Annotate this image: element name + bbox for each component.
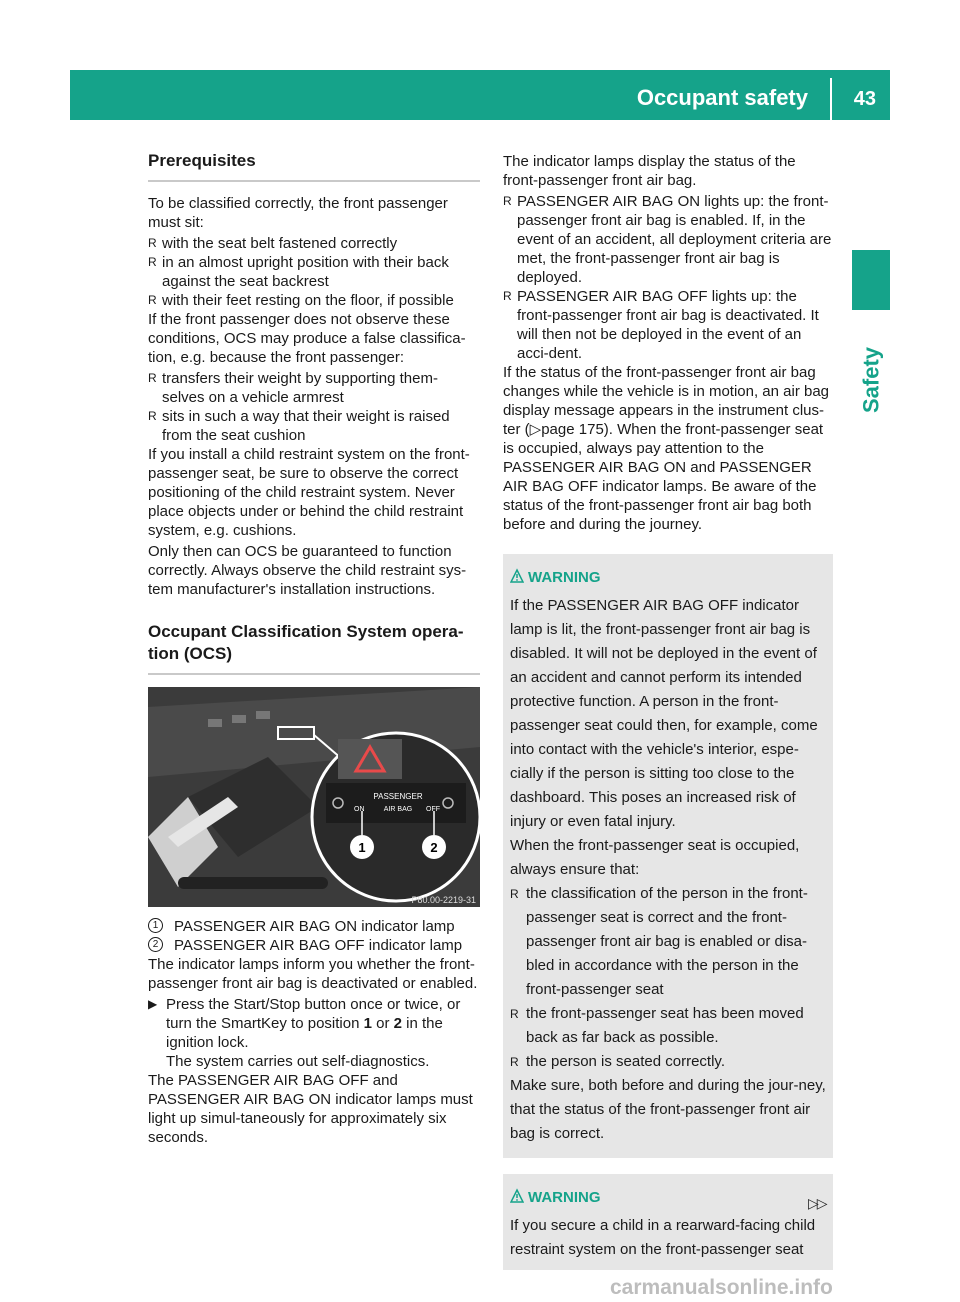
prerequisites-intro: To be classified correctly, the front passenger must sit: [148, 195, 448, 231]
key-position-1: 1 [363, 1015, 372, 1032]
bullet-icon: R [148, 293, 157, 307]
page-reference-link[interactable]: page 175 [541, 421, 604, 438]
warning-list [510, 882, 826, 1074]
warning-paragraph: Make sure, both before and during the jour-ney, that the status of the front-passenger front air bag is correct. [510, 1077, 826, 1142]
continue-icon: ▷▷ [808, 1195, 826, 1211]
page-number: 43 [853, 88, 876, 110]
ocs-figure [148, 687, 480, 907]
list-item: R the person is seated correctly. [510, 1050, 826, 1074]
warning-heading: WARNING [510, 1188, 826, 1208]
side-tab-label [850, 320, 892, 440]
status-list [503, 192, 833, 363]
overhead-panel-illustration [148, 687, 480, 907]
list-item: R PASSENGER AIR BAG ON lights up: the front-passenger front air bag is enabled. If, in the event of an accident, all deployment criteria are met, the front-passenger front air bag is deployed. [503, 193, 832, 286]
list-item: R with the seat belt fastened correctly [148, 235, 398, 252]
bullet-icon: R [510, 1055, 519, 1069]
callout-number: 1 [148, 918, 163, 933]
bullet-icon: R [148, 409, 157, 423]
ocs-heading: Occupant Classification System opera-tion (OCS) [148, 621, 480, 675]
spacer [503, 1158, 833, 1174]
bullet-icon: R [510, 1007, 519, 1021]
figure-off-label: OFF [426, 806, 440, 813]
legend-item [148, 917, 480, 936]
conditions-list [148, 234, 480, 310]
bullet-icon: R [148, 236, 157, 250]
bullet-icon: R [503, 289, 512, 303]
figure-on-label: ON [354, 806, 365, 813]
warning-box [503, 1174, 833, 1270]
warning-paragraph: If the PASSENGER AIR BAG OFF indicator lamp is lit, the front-passenger front air bag is disabled. It will not be deployed in the event of an accident and cannot perform its intended protective function. A person in the front-passenger seat could then, for example, come into contact with the vehicle's interior, espe-cially if the person is sitting too close to the dashboard. This poses an increased risk of injury or even fatal injury. [510, 597, 818, 830]
left-column [148, 150, 480, 1149]
page-ref-icon: ▷ [529, 421, 542, 438]
prerequisites-heading: Prerequisites [148, 150, 480, 182]
warning-paragraph: If you secure a child in a rearward-facing child restraint system on the front-passenger seat [510, 1217, 816, 1258]
list-item: R transfers their weight by supporting them-selves on a vehicle armrest [148, 370, 438, 406]
watermark: carmanualsonline.info [610, 1276, 833, 1299]
side-tab-block [852, 250, 890, 310]
list-item: R sits in such a way that their weight is raised from the seat cushion [148, 408, 450, 444]
list-item: R with their feet resting on the floor, if possible [148, 292, 454, 309]
header-divider [830, 78, 832, 120]
warning-paragraph: When the front-passenger seat is occupied, always ensure that: [510, 837, 800, 878]
paragraph: The PASSENGER AIR BAG OFF and PASSENGER AIR BAG ON indicator lamps must light up simul-taneously for approximately six seconds. [148, 1072, 473, 1146]
examples-list [148, 369, 480, 445]
right-column [503, 152, 833, 1270]
warning-heading: WARNING [510, 568, 826, 588]
key-position-2: 2 [393, 1015, 402, 1032]
instruction-step: ▶ Press the Start/Stop button once or twice, or turn the SmartKey to position 1 or 2 in the ignition lock. The system carries out self-diagnostics. [148, 996, 461, 1070]
figure-callout-1: 1 [358, 840, 366, 855]
side-tab-text: Safety [858, 346, 884, 414]
header-bar [70, 70, 890, 120]
spacer [148, 601, 480, 621]
list-item: R PASSENGER AIR BAG OFF lights up: the front-passenger front air bag is deactivated. It will then not be deployed in the event of an acci-dent. [503, 288, 819, 362]
section-title: Occupant safety [636, 85, 808, 110]
list-item: R the front-passenger seat has been moved back as far back as possible. [510, 1002, 826, 1050]
bullet-icon: R [510, 887, 519, 901]
bullet-icon: R [148, 371, 157, 385]
legend-text: PASSENGER AIR BAG OFF indicator lamp [174, 937, 463, 954]
figure-callout-2: 2 [430, 840, 438, 855]
warning-triangle-icon [510, 1188, 524, 1206]
figure-code: P80.00-2219-31 [411, 895, 476, 905]
bullet-icon: R [503, 194, 512, 208]
step-result: The system carries out self-diagnostics. [166, 1053, 430, 1070]
bullet-icon: R [148, 255, 157, 269]
warning-triangle-icon [510, 568, 524, 586]
list-item: R in an almost upright position with their back against the seat backrest [148, 254, 449, 290]
paragraph: Only then can OCS be guaranteed to function correctly. Always observe the child restraint sys-tem manufacturer's installation instructions. [148, 543, 467, 598]
figure-panel-text2: AIR BAG [383, 806, 413, 813]
legend-item [148, 936, 480, 955]
spacer [503, 536, 833, 554]
paragraph: The indicator lamps inform you whether the front-passenger front air bag is deactivated or enabled. [148, 956, 478, 992]
step-arrow-icon: ▶ [148, 997, 158, 1011]
warning-box [503, 554, 833, 1158]
list-item: R the classification of the person in the front-passenger seat is correct and the front-passenger front air bag is enabled or disa-bled in accordance with the person in the front-passenger seat [510, 882, 826, 1002]
legend-text: PASSENGER AIR BAG ON indicator lamp [174, 918, 455, 935]
paragraph: The indicator lamps display the status of the front-passenger front air bag. [503, 153, 796, 189]
figure-panel-text: PASSENGER [373, 792, 423, 801]
paragraph: If the status of the front-passenger front air bag changes while the vehicle is in motion, an air bag display message appears in the instrument clus-ter (▷page 175). When the front-passenger seat is occupied, always pay attention to the PASSENGER AIR BAG ON and PASSENGER AIR BAG OFF indicator lamps. Be aware of the status of the front-passenger front air bag both before and during the journey. [503, 364, 830, 533]
paragraph: If the front passenger does not observe these conditions, OCS may produce a false classifica-tion, e.g. because the front passenger: [148, 311, 466, 366]
paragraph: If you install a child restraint system on the front-passenger seat, be sure to observe the correct positioning of the child restraint system. Never place objects under or behind the child restraint system, e.g. cushions. [148, 446, 470, 539]
callout-number: 2 [148, 937, 163, 952]
